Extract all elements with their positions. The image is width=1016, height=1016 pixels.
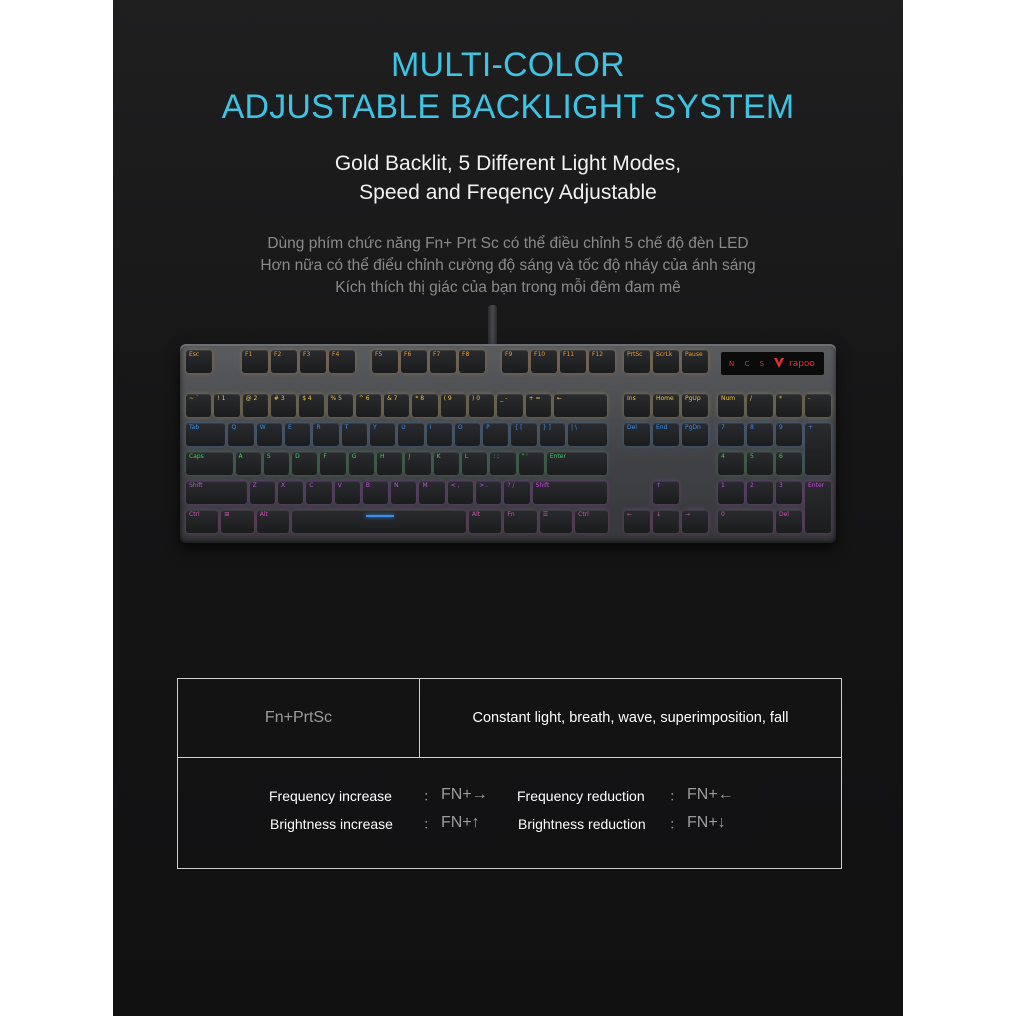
- key: PgUp: [682, 394, 708, 417]
- key: S: [264, 452, 289, 475]
- spacebar-light: [366, 515, 394, 517]
- key: J: [405, 452, 430, 475]
- key: →: [682, 510, 708, 533]
- headline-line-2: ADJUSTABLE BACKLIGHT SYSTEM: [221, 88, 795, 126]
- key: U: [398, 423, 423, 446]
- key: ↑: [653, 481, 679, 504]
- key: Esc: [186, 350, 212, 373]
- key: 4: [718, 452, 744, 475]
- brightness-increase-label: Brightness increase: [270, 816, 393, 832]
- key: V: [335, 481, 360, 504]
- key: Ins: [624, 394, 650, 417]
- colon: ：: [423, 816, 437, 832]
- key: Shift: [186, 481, 247, 504]
- key: ↓: [653, 510, 679, 533]
- keyboard-led-panel: [721, 352, 824, 375]
- key: Enter: [547, 452, 608, 475]
- key: > .: [476, 481, 501, 504]
- key: B: [363, 481, 388, 504]
- key: < ,: [448, 481, 473, 504]
- key: Ctrl: [186, 510, 218, 533]
- brightness-increase-value: FN+↑: [441, 814, 480, 831]
- key: /: [747, 394, 773, 417]
- key: -: [805, 394, 831, 417]
- key: ? /: [504, 481, 529, 504]
- brand-label: rapoo: [789, 359, 815, 369]
- key: F7: [430, 350, 456, 373]
- vietnamese-line-1: Dùng phím chức năng Fn+ Prt Sc có thể điều chỉnh 5 chế độ đèn LED: [267, 235, 749, 252]
- key: 3: [776, 481, 802, 504]
- brightness-reduction-label: Brightness reduction: [518, 816, 646, 832]
- key: 9: [776, 423, 802, 446]
- key: ^ 6: [356, 394, 381, 417]
- key: * 8: [412, 394, 437, 417]
- key: K: [434, 452, 459, 475]
- key: 0: [718, 510, 773, 533]
- mode-shortcut: Fn+PrtSc: [264, 709, 333, 726]
- key: E: [285, 423, 310, 446]
- key: End: [653, 423, 679, 446]
- key: *: [776, 394, 802, 417]
- colon: ：: [423, 788, 437, 804]
- key: $ 4: [299, 394, 324, 417]
- key: L: [462, 452, 487, 475]
- key: Y: [370, 423, 395, 446]
- key: { [: [511, 423, 536, 446]
- key: ( 9: [441, 394, 466, 417]
- key: " ': [519, 452, 544, 475]
- key: 6: [776, 452, 802, 475]
- vietnamese-line-3: Kích thích thị giác của bạn trong mỗi đêm đam mê: [335, 279, 681, 296]
- key: PgDn: [682, 423, 708, 446]
- key: N: [391, 481, 416, 504]
- key: ←: [554, 394, 608, 417]
- key: + =: [526, 394, 551, 417]
- key: O: [455, 423, 480, 446]
- key: F5: [372, 350, 398, 373]
- key: F8: [459, 350, 485, 373]
- table-divider-horizontal: [178, 757, 841, 758]
- colon: ：: [669, 788, 683, 804]
- key: ←: [624, 510, 650, 533]
- key: Enter: [805, 481, 831, 533]
- key: ) 0: [469, 394, 494, 417]
- colon: ：: [669, 816, 683, 832]
- subtitle-line-2: Speed and Freqency Adjustable: [359, 181, 657, 204]
- key: 7: [718, 423, 744, 446]
- headline-line-1: MULTI-COLOR: [391, 46, 625, 84]
- frequency-increase-value: FN+→: [441, 786, 488, 803]
- key: ⊞: [221, 510, 253, 533]
- key: H: [377, 452, 402, 475]
- key: @ 2: [243, 394, 268, 417]
- key: A: [236, 452, 261, 475]
- key: _ -: [497, 394, 522, 417]
- key: Alt: [257, 510, 289, 533]
- key: F12: [589, 350, 615, 373]
- key: X: [278, 481, 303, 504]
- key: % 5: [328, 394, 353, 417]
- vietnamese-line-2: Hơn nữa có thể điểu chỉnh cường độ sáng và tốc độ nháy của ánh sáng: [260, 257, 756, 274]
- key: : ;: [490, 452, 515, 475]
- lock-indicators: N C S: [729, 360, 769, 368]
- key: PrtSc: [624, 350, 650, 373]
- mode-list: Constant light, breath, wave, superimposition, fall: [472, 710, 789, 726]
- key: Shift: [533, 481, 608, 504]
- key: P: [483, 423, 508, 446]
- key: } ]: [540, 423, 565, 446]
- key: Del: [624, 423, 650, 446]
- key: ScrLk: [653, 350, 679, 373]
- key: # 3: [271, 394, 296, 417]
- key: | \: [568, 423, 607, 446]
- key: F10: [531, 350, 557, 373]
- key: & 7: [384, 394, 409, 417]
- key: R: [313, 423, 338, 446]
- key: F: [320, 452, 345, 475]
- key: 5: [747, 452, 773, 475]
- frequency-increase-label: Frequency increase: [269, 788, 392, 804]
- key: ☰: [540, 510, 572, 533]
- key: F4: [329, 350, 355, 373]
- key: 8: [747, 423, 773, 446]
- key: Ctrl: [575, 510, 607, 533]
- key: 2: [747, 481, 773, 504]
- key: Pause: [682, 350, 708, 373]
- key: F3: [300, 350, 326, 373]
- key: Fn: [504, 510, 536, 533]
- key: Alt: [469, 510, 501, 533]
- brightness-reduction-value: FN+↓: [687, 814, 726, 831]
- subtitle-line-1: Gold Backlit, 5 Different Light Modes,: [334, 152, 682, 175]
- key: F6: [401, 350, 427, 373]
- key: M: [419, 481, 444, 504]
- key: C: [306, 481, 331, 504]
- key: D: [292, 452, 317, 475]
- key: G: [349, 452, 374, 475]
- key: Home: [653, 394, 679, 417]
- key: +: [805, 423, 831, 475]
- key: F2: [271, 350, 297, 373]
- space-key: [292, 510, 466, 533]
- rapoo-logo-icon: [773, 357, 785, 369]
- frequency-reduction-label: Frequency reduction: [517, 788, 645, 804]
- key: F1: [242, 350, 268, 373]
- key: Del: [776, 510, 802, 533]
- key: Num: [718, 394, 744, 417]
- key: F9: [502, 350, 528, 373]
- key: Q: [228, 423, 253, 446]
- key: 1: [718, 481, 744, 504]
- key: ~ `: [186, 394, 211, 417]
- key: F11: [560, 350, 586, 373]
- key: W: [257, 423, 282, 446]
- key: Tab: [186, 423, 225, 446]
- key: I: [427, 423, 452, 446]
- key: ! 1: [214, 394, 239, 417]
- shortcut-table: [177, 678, 842, 869]
- keyboard-cable: [488, 305, 497, 347]
- key: T: [342, 423, 367, 446]
- frequency-reduction-value: FN+←: [687, 786, 734, 803]
- key: Z: [250, 481, 275, 504]
- key: Caps: [186, 452, 233, 475]
